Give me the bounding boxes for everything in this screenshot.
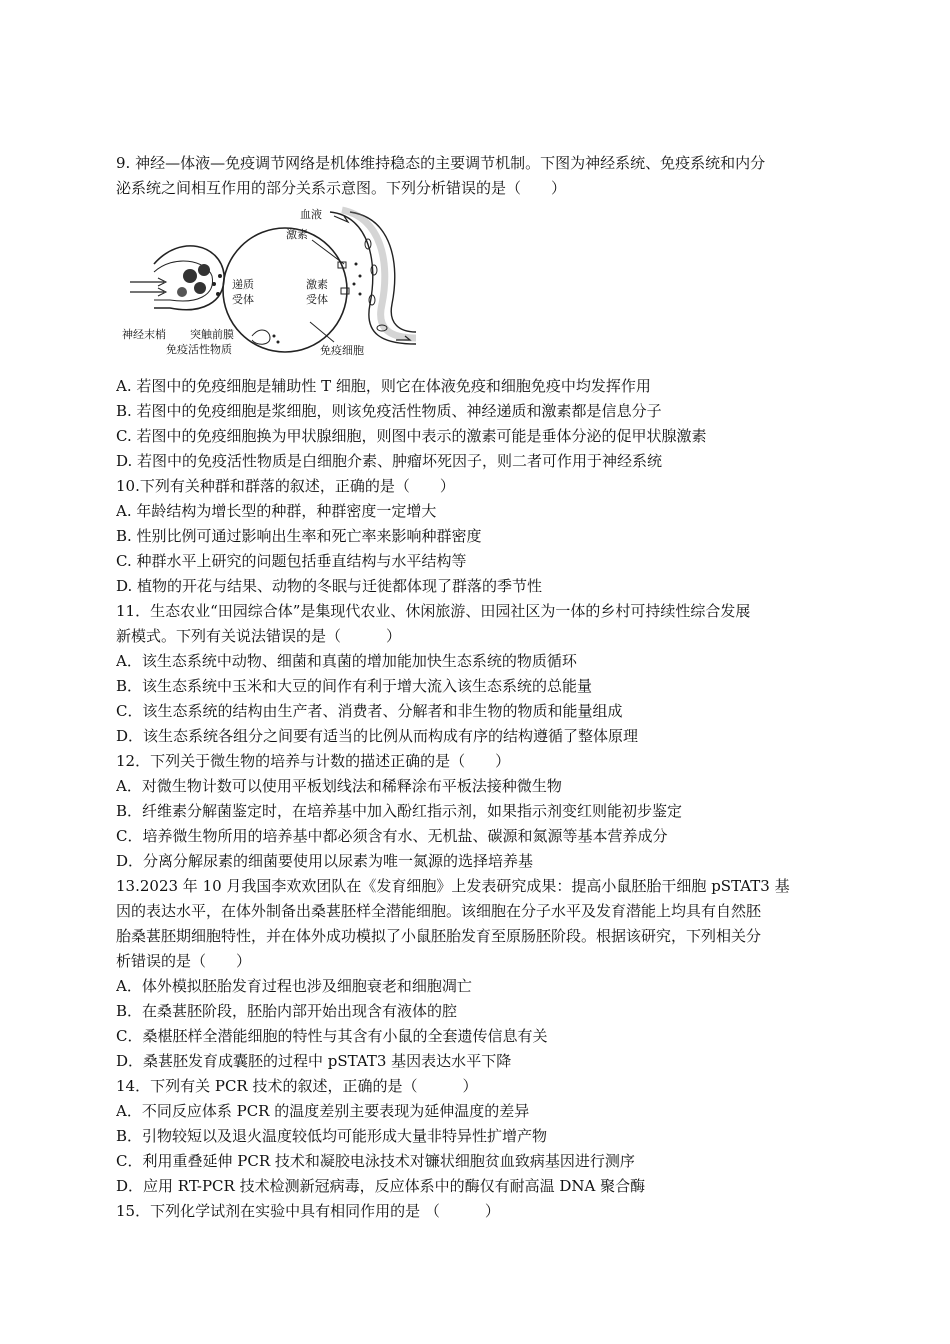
q9-option-c: C. 若图中的免疫细胞换为甲状腺细胞，则图中表示的激素可能是垂体分泌的促甲状腺激素 bbox=[116, 427, 707, 445]
q11-stem-line-1: 11．生态农业“田园综合体”是集现代农业、休闲旅游、田园社区为一体的乡村可持续性综合发展 bbox=[116, 602, 751, 620]
q14-option-d: D．应用 RT-PCR 技术检测新冠病毒，反应体系中的酶仅有耐高温 DNA 聚合酶 bbox=[116, 1177, 646, 1195]
q10-option-b: B. 性别比例可通过影响出生率和死亡率来影响种群密度 bbox=[116, 527, 482, 545]
q11-stem-line-2: 新模式。下列有关说法错误的是（ ） bbox=[116, 627, 402, 645]
label-presynaptic-membrane: 突触前膜 bbox=[190, 328, 234, 341]
label-blood: 血液 bbox=[300, 208, 322, 221]
q13-option-d: D．桑葚胚发育成囊胚的过程中 pSTAT3 基因表达水平下降 bbox=[116, 1052, 512, 1070]
q9-option-a: A. 若图中的免疫细胞是辅助性 T 细胞，则它在体液免疫和细胞免疫中均发挥作用 bbox=[116, 377, 651, 395]
label-hormone-receptor-2: 受体 bbox=[306, 293, 328, 306]
label-transmitter-receptor-1: 递质 bbox=[232, 278, 254, 291]
q12-stem: 12．下列关于微生物的培养与计数的描述正确的是（ ） bbox=[116, 752, 511, 770]
label-hormone: 激素 bbox=[286, 228, 308, 241]
q12-option-b: B．纤维素分解菌鉴定时，在培养基中加入酚红指示剂，如果指示剂变红则能初步鉴定 bbox=[116, 802, 683, 820]
label-hormone-receptor-1: 激素 bbox=[306, 278, 328, 291]
label-nerve-ending: 神经末梢 bbox=[122, 328, 166, 341]
q13-option-b: B．在桑葚胚阶段，胚胎内部开始出现含有液体的腔 bbox=[116, 1002, 458, 1020]
q10-option-a: A. 年龄结构为增长型的种群，种群密度一定增大 bbox=[116, 502, 437, 520]
q9-option-d: D. 若图中的免疫活性物质是白细胞介素、肿瘤坏死因子，则二者可作用于神经系统 bbox=[116, 452, 663, 470]
q12-option-a: A．对微生物计数可以使用平板划线法和稀释涂布平板法接种微生物 bbox=[116, 777, 562, 795]
q13-stem-line-1: 13.2023 年 10 月我国李欢欢团队在《发育细胞》上发表研究成果：提高小鼠胚胎干细胞 pSTAT3 基 bbox=[116, 877, 790, 895]
q15-stem: 15．下列化学试剂在实验中具有相同作用的是 （ ） bbox=[116, 1202, 500, 1220]
q14-option-a: A．不同反应体系 PCR 的温度差别主要表现为延伸温度的差异 bbox=[116, 1102, 530, 1120]
q11-option-b: B．该生态系统中玉米和大豆的间作有利于增大流入该生态系统的总能量 bbox=[116, 677, 593, 695]
q13-stem-line-3: 胎桑葚胚期细胞特性，并在体外成功模拟了小鼠胚胎发育至原肠胚阶段。根据该研究，下列相关分 bbox=[116, 927, 762, 945]
q12-option-d: D．分离分解尿素的细菌要使用以尿素为唯一氮源的选择培养基 bbox=[116, 852, 534, 870]
q11-option-a: A．该生态系统中动物、细菌和真菌的增加能加快生态系统的物质循环 bbox=[116, 652, 577, 670]
label-immune-cell: 免疫细胞 bbox=[320, 344, 364, 356]
q11-option-c: C．该生态系统的结构由生产者、消费者、分解者和非生物的物质和能量组成 bbox=[116, 702, 623, 720]
q13-option-c: C．桑椹胚样全潜能细胞的特性与其含有小鼠的全套遗传信息有关 bbox=[116, 1027, 548, 1045]
q14-stem: 14．下列有关 PCR 技术的叙述，正确的是（ ） bbox=[116, 1077, 478, 1095]
q10-option-d: D. 植物的开花与结果、动物的冬眠与迁徙都体现了群落的季节性 bbox=[116, 577, 543, 595]
q9-regulation-diagram bbox=[120, 204, 420, 356]
q13-stem-line-2: 因的表达水平，在体外制备出桑葚胚样全潜能细胞。该细胞在分子水平及发育潜能上均具有自然胚 bbox=[116, 902, 762, 920]
q9-stem-line-2: 泌系统之间相互作用的部分关系示意图。下列分析错误的是（ ） bbox=[116, 179, 567, 197]
label-immune-active-substance: 免疫活性物质 bbox=[166, 343, 232, 356]
q12-option-c: C．培养微生物所用的培养基中都必须含有水、无机盐、碳源和氮源等基本营养成分 bbox=[116, 827, 668, 845]
q13-option-a: A．体外模拟胚胎发育过程也涉及细胞衰老和细胞凋亡 bbox=[116, 977, 472, 995]
q14-option-c: C．利用重叠延伸 PCR 技术和凝胶电泳技术对镰状细胞贫血致病基因进行测序 bbox=[116, 1152, 635, 1170]
q10-stem: 10.下列有关种群和群落的叙述，正确的是（ ） bbox=[116, 477, 455, 495]
q9-option-b: B. 若图中的免疫细胞是浆细胞，则该免疫活性物质、神经递质和激素都是信息分子 bbox=[116, 402, 662, 420]
q10-option-c: C. 种群水平上研究的问题包括垂直结构与水平结构等 bbox=[116, 552, 467, 570]
q14-option-b: B．引物较短以及退火温度较低均可能形成大量非特异性扩增产物 bbox=[116, 1127, 548, 1145]
q11-option-d: D．该生态系统各组分之间要有适当的比例从而构成有序的结构遵循了整体原理 bbox=[116, 727, 639, 745]
label-transmitter-receptor-2: 受体 bbox=[232, 293, 254, 306]
q13-stem-line-4: 析错误的是（ ） bbox=[116, 952, 252, 970]
q9-stem-line-1: 9. 神经—体液—免疫调节网络是机体维持稳态的主要调节机制。下图为神经系统、免疫系统和内分 bbox=[116, 154, 766, 172]
